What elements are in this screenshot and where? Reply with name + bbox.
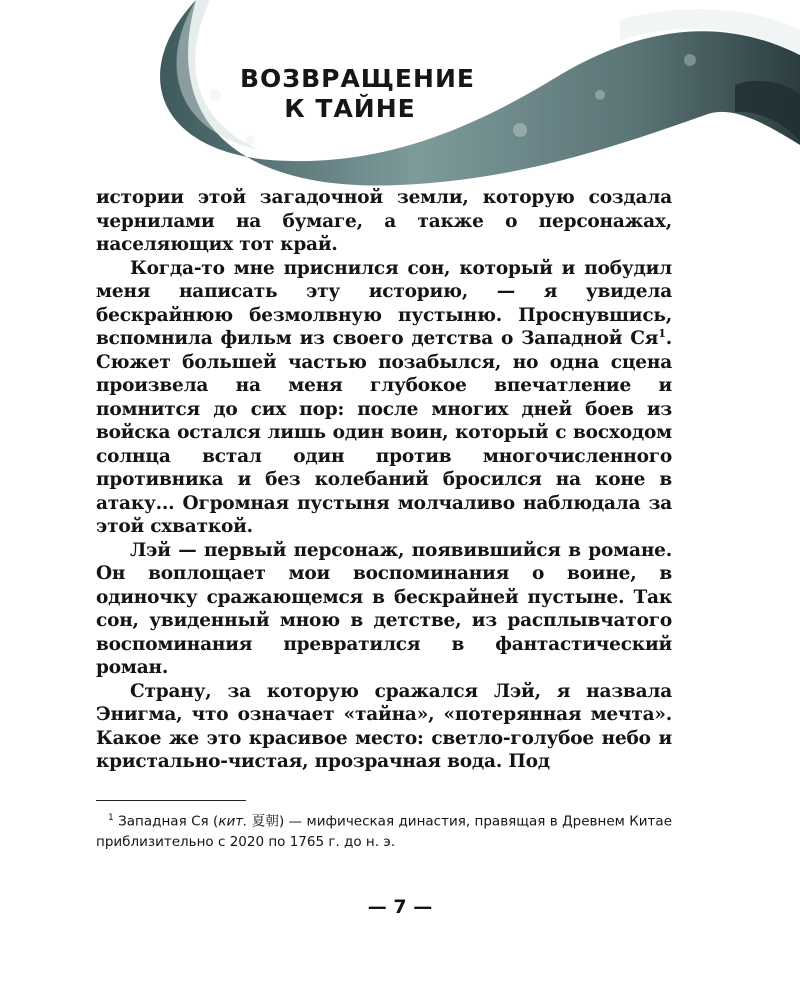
footnote-text-italic: кит. (218, 813, 248, 830)
chapter-title (240, 64, 475, 124)
chapter-title-line-1: ВОЗВРАЩЕНИЕ (240, 64, 475, 93)
footnote-reference[interactable]: 1 (658, 326, 666, 340)
page-number: — 7 — (367, 896, 433, 918)
paragraph-2-part-a: Когда-то мне приснился сон, который и побудил меня написать эту историю, — я увидела бескрайнюю безмолвную пустыню. Проснувшись, вспомнила фильм из своего детства о Западной Ся (96, 257, 672, 349)
footnote (96, 808, 672, 852)
footnote-marker: 1 (108, 813, 114, 823)
paragraph-3: Лэй — первый персонаж, появившийся в романе. Он воплощает мои воспоминания о воине, в одиночку сражающемся в бескрайней пустыне. Так сон, увиденный мною в детстве, из расплывчатого воспоминания превратился в фантастический роман. (96, 539, 672, 678)
body-text (96, 186, 672, 774)
footnote-text-a: Западная Ся ( (118, 813, 219, 830)
paragraph-4: Страну, за которую сражался Лэй, я назвала Энигма, что означает «тайна», «потерянная мечта». Какое же это красивое место: светло-голубое небо и кристально-чистая, прозрачная вода. Под (96, 680, 672, 772)
paragraph-2-part-b: . Сюжет большей частью позабылся, но одна сцена произвела на меня глубокое впечатление и помнится до сих пор: после многих дней боев из войска остался лишь один воин, который с восходом солнца встал один против многочисленного противника и без колебаний бросился на коне в атаку... Огромная пустыня молчаливо наблюдала за этой схваткой. (96, 328, 672, 537)
footnote-text-b: 夏朝) — мифическая династия, правящая в Древнем Китае приблизительно с 2020 по 1765 г. до н. э. (96, 813, 673, 850)
chapter-title-line-2: К ТАЙНЕ (284, 94, 416, 123)
footnote-divider (96, 800, 246, 801)
paragraph-2 (96, 257, 672, 539)
paragraph-1: истории этой загадочной земли, которую создала чернилами на бумаге, а также о персонажах, населяющих тот край. (96, 187, 672, 255)
